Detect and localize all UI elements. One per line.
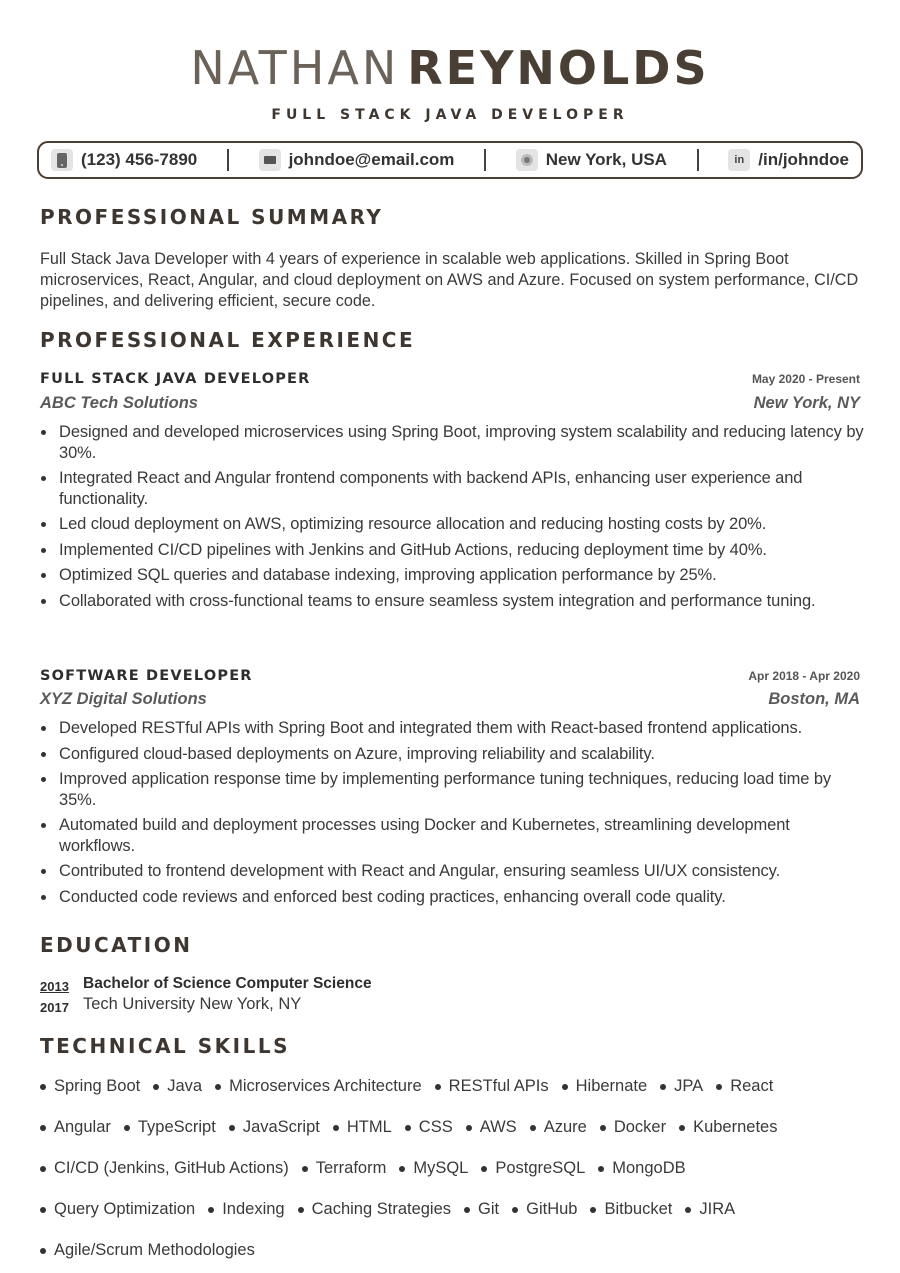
job-dates: Apr 2018 - Apr 2020 xyxy=(748,669,860,683)
last-name: REYNOLDS xyxy=(407,41,710,95)
skill-item: Git xyxy=(464,1199,499,1220)
linkedin-icon: in xyxy=(728,149,750,171)
bullet-item: Collaborated with cross-functional teams to ensure seamless system integration and performance tuning. xyxy=(40,591,865,612)
skill-item: Bitbucket xyxy=(590,1199,672,1220)
skill-item: Indexing xyxy=(208,1199,284,1220)
education-school: Tech University New York, NY xyxy=(83,995,302,1013)
linkedin-text[interactable]: /in/johndoe xyxy=(758,150,849,169)
skill-item: AWS xyxy=(466,1117,517,1138)
skill-item: Agile/Scrum Methodologies xyxy=(40,1240,255,1261)
contact-bar xyxy=(37,141,863,179)
skill-item: Terraform xyxy=(302,1158,387,1179)
divider xyxy=(697,149,699,171)
skill-item: GitHub xyxy=(512,1199,577,1220)
job-location: Boston, MA xyxy=(768,690,860,708)
divider xyxy=(484,149,486,171)
skill-item: Spring Boot xyxy=(40,1076,140,1097)
location-pin-icon xyxy=(516,149,538,171)
contact-email[interactable] xyxy=(259,149,455,171)
skill-item: MySQL xyxy=(399,1158,468,1179)
bullet-item: Integrated React and Angular frontend components with backend APIs, enhancing user experience and functionality. xyxy=(40,468,865,509)
bullet-item: Designed and developed microservices using Spring Boot, improving system scalability and reducing latency by 30%. xyxy=(40,422,865,463)
divider xyxy=(227,149,229,171)
skill-item: CSS xyxy=(405,1117,453,1138)
skill-item: Azure xyxy=(530,1117,587,1138)
summary-heading: PROFESSIONAL SUMMARY xyxy=(40,205,384,229)
education-degree: Bachelor of Science Computer Science xyxy=(83,975,372,992)
job-bullets xyxy=(40,422,865,616)
job-dates: May 2020 - Present xyxy=(751,372,860,386)
skills-list xyxy=(40,1076,870,1261)
job-title: SOFTWARE DEVELOPER xyxy=(40,668,253,684)
skills-heading: TECHNICAL SKILLS xyxy=(40,1034,290,1058)
skill-item: RESTful APIs xyxy=(435,1076,549,1097)
job-location: New York, NY xyxy=(753,394,860,412)
skill-item: JavaScript xyxy=(229,1117,320,1138)
job-headline: FULL STACK JAVA DEVELOPER xyxy=(271,107,629,123)
skill-item: JPA xyxy=(660,1076,703,1097)
skill-item: MongoDB xyxy=(598,1158,685,1179)
education-heading: EDUCATION xyxy=(40,933,193,957)
job-company: XYZ Digital Solutions xyxy=(40,690,207,708)
skill-item: PostgreSQL xyxy=(481,1158,585,1179)
bullet-item: Automated build and deployment processes using Docker and Kubernetes, streamlining development workflows. xyxy=(40,815,865,856)
contact-phone xyxy=(51,149,197,171)
skill-item: Microservices Architecture xyxy=(215,1076,422,1097)
job-company: ABC Tech Solutions xyxy=(40,394,198,412)
candidate-name xyxy=(0,40,900,96)
skill-item: Kubernetes xyxy=(679,1117,777,1138)
skill-item: Caching Strategies xyxy=(298,1199,451,1220)
job-bullets xyxy=(40,718,865,912)
bullet-item: Contributed to frontend development with React and Angular, ensuring seamless UI/UX consistency. xyxy=(40,861,865,882)
mail-icon xyxy=(259,149,281,171)
first-name: NATHAN xyxy=(190,41,400,95)
phone-icon xyxy=(51,149,73,171)
skill-item: TypeScript xyxy=(124,1117,216,1138)
summary-text: Full Stack Java Developer with 4 years of experience in scalable web applications. Skilled in Spring Boot microservices, React, Angular, and cloud deployment on AWS and Azure. Focused on system performance, CI/CD pipelines, and delivering efficient, secure code. xyxy=(40,250,859,310)
contact-linkedin[interactable] xyxy=(728,149,849,171)
bullet-item: Led cloud deployment on AWS, optimizing resource allocation and reducing hosting costs by 20%. xyxy=(40,514,865,535)
bullet-item: Developed RESTful APIs with Spring Boot and integrated them with React-based frontend applications. xyxy=(40,718,865,739)
job-title: FULL STACK JAVA DEVELOPER xyxy=(40,371,311,387)
bullet-item: Optimized SQL queries and database indexing, improving application performance by 25%. xyxy=(40,565,865,586)
skill-item: CI/CD (Jenkins, GitHub Actions) xyxy=(40,1158,289,1179)
bullet-item: Configured cloud-based deployments on Azure, improving reliability and scalability. xyxy=(40,744,865,765)
education-start-year: 2013 xyxy=(40,979,69,994)
contact-location xyxy=(516,149,667,171)
location-text: New York, USA xyxy=(545,150,667,169)
education-years xyxy=(40,976,69,1019)
skill-item: Query Optimization xyxy=(40,1199,195,1220)
bullet-item: Implemented CI/CD pipelines with Jenkins and GitHub Actions, reducing deployment time by 40%. xyxy=(40,540,865,561)
skill-item: HTML xyxy=(333,1117,392,1138)
experience-heading: PROFESSIONAL EXPERIENCE xyxy=(40,328,416,352)
skill-item: Docker xyxy=(600,1117,666,1138)
skill-item: Hibernate xyxy=(562,1076,648,1097)
skill-item: React xyxy=(716,1076,773,1097)
skill-item: Java xyxy=(153,1076,202,1097)
bullet-item: Conducted code reviews and enforced best coding practices, enhancing overall code quality. xyxy=(40,887,865,908)
education-end-year: 2017 xyxy=(40,1000,69,1015)
skill-item: JIRA xyxy=(685,1199,735,1220)
skill-item: Angular xyxy=(40,1117,111,1138)
email-text[interactable]: johndoe@email.com xyxy=(288,150,455,169)
phone-text: (123) 456-7890 xyxy=(81,150,198,169)
bullet-item: Improved application response time by implementing performance tuning techniques, reducing load time by 35%. xyxy=(40,769,865,810)
